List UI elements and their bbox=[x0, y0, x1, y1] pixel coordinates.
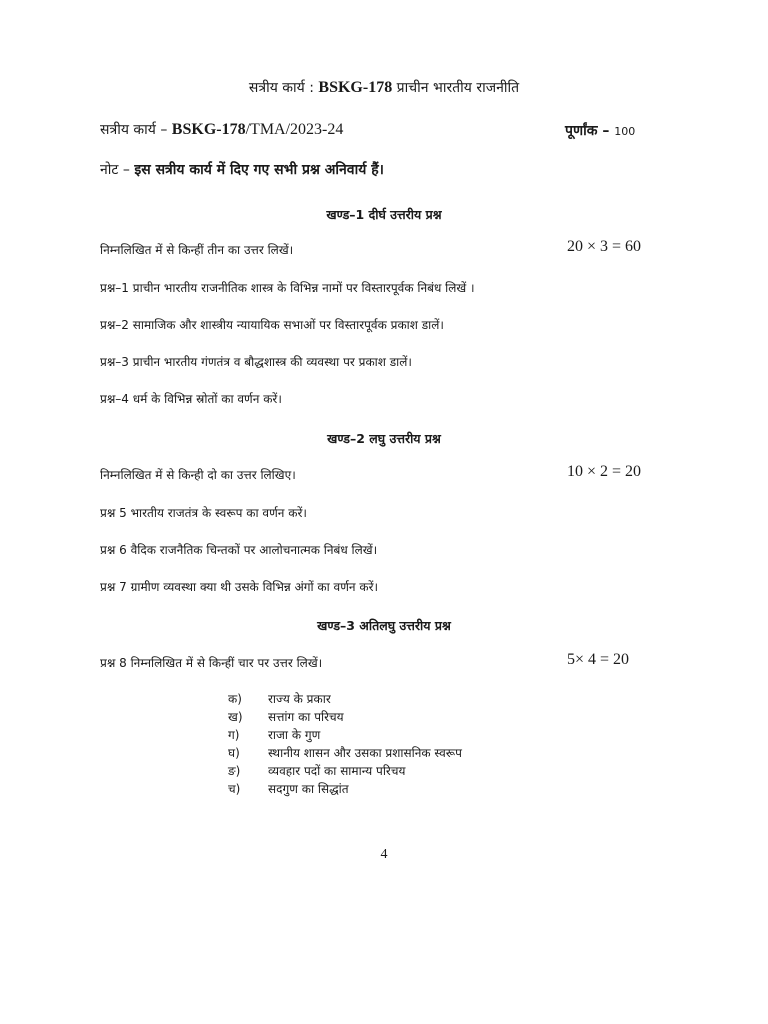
assignment-tma-code: /TMA/2023-24 bbox=[245, 121, 344, 138]
option-text: व्यवहार पदों का सामान्य परिचय bbox=[268, 764, 406, 778]
option-text: सदगुण का सिद्धांत bbox=[268, 782, 349, 796]
section-1-heading: खण्ड–1 दीर्घ उत्तरीय प्रश्न bbox=[326, 207, 442, 222]
question-8-options bbox=[228, 690, 462, 798]
question-8: प्रश्न 8 निम्नलिखित में से किन्हीं चार पर उत्तर लिखें। bbox=[100, 656, 323, 670]
option-label: ख) bbox=[228, 710, 243, 724]
title-prefix: सत्रीय कार्य : bbox=[248, 80, 319, 96]
total-marks-value: 100 bbox=[614, 125, 636, 138]
option-label: च) bbox=[228, 782, 241, 796]
option-item bbox=[228, 780, 462, 798]
option-label: ङ) bbox=[228, 764, 241, 778]
section-2-marks: 10 × 2 = 20 bbox=[567, 463, 642, 480]
question-1: प्रश्न–1 प्राचीन भारतीय राजनीतिक शास्त्र के विभिन्न नामों पर विस्तारपूर्वक निबंध लिखें । bbox=[100, 281, 475, 295]
option-text: राज्य के प्रकार bbox=[268, 692, 331, 706]
section-3-heading: खण्ड–3 अतिलघु उत्तरीय प्रश्न bbox=[317, 618, 451, 633]
section-3-marks: 5× 4 = 20 bbox=[567, 651, 630, 668]
title-course-code: BSKG-178 bbox=[318, 79, 393, 96]
section-1-marks: 20 × 3 = 60 bbox=[567, 238, 642, 255]
option-item bbox=[228, 726, 462, 744]
page-number: 4 bbox=[380, 847, 388, 862]
option-item bbox=[228, 690, 462, 708]
assignment-label: सत्रीय कार्य – bbox=[100, 122, 172, 138]
note-line bbox=[100, 160, 384, 179]
option-label: क) bbox=[228, 692, 242, 706]
note-prefix: नोट – bbox=[100, 162, 135, 178]
option-text: स्थानीय शासन और उसका प्रशासनिक स्वरूप bbox=[268, 746, 462, 760]
option-item bbox=[228, 744, 462, 762]
question-3: प्रश्न–3 प्राचीन भारतीय गंणतंत्र व बौद्धशास्त्र की व्यवस्था पर प्रकाश डालें। bbox=[100, 355, 412, 369]
question-7: प्रश्न 7 ग्रामीण व्यवस्था क्या थी उसके विभिन्न अंगों का वर्णन करें। bbox=[100, 580, 379, 594]
document-title bbox=[0, 78, 768, 97]
total-marks-label: पूर्णांक – bbox=[565, 123, 615, 139]
option-text: सत्तांग का परिचय bbox=[268, 710, 344, 724]
question-6: प्रश्न 6 वैदिक राजनैतिक चिन्तकों पर आलोचनात्मक निबंध लिखें। bbox=[100, 543, 378, 557]
note-text: इस सत्रीय कार्य में दिए गए सभी प्रश्न अनिवार्य हैं। bbox=[134, 162, 384, 178]
option-item bbox=[228, 708, 462, 726]
question-4: प्रश्न–4 धर्म के विभिन्न स्रोतों का वर्णन करें। bbox=[100, 392, 282, 406]
title-course-name: प्राचीन भारतीय राजनीति bbox=[392, 80, 520, 96]
question-2: प्रश्न–2 सामाजिक और शास्त्रीय न्यायायिक सभाओं पर विस्तारपूर्वक प्रकाश डालें। bbox=[100, 318, 444, 332]
section-2-instruction: निम्नलिखित में से किन्ही दो का उत्तर लिखिए। bbox=[100, 468, 296, 482]
option-item bbox=[228, 762, 462, 780]
assignment-course-code: BSKG-178 bbox=[171, 121, 246, 138]
option-text: राजा के गुण bbox=[268, 728, 321, 742]
option-label: घ) bbox=[228, 746, 240, 760]
question-5: प्रश्न 5 भारतीय राजतंत्र के स्वरूप का वर्णन करें। bbox=[100, 506, 307, 520]
section-1-instruction: निम्नलिखित में से किन्हीं तीन का उत्तर लिखें। bbox=[100, 243, 294, 257]
section-2-heading: खण्ड–2 लघु उत्तरीय प्रश्न bbox=[327, 431, 441, 446]
total-marks bbox=[565, 121, 635, 140]
assignment-code-line bbox=[100, 120, 343, 139]
option-label: ग) bbox=[228, 728, 240, 742]
